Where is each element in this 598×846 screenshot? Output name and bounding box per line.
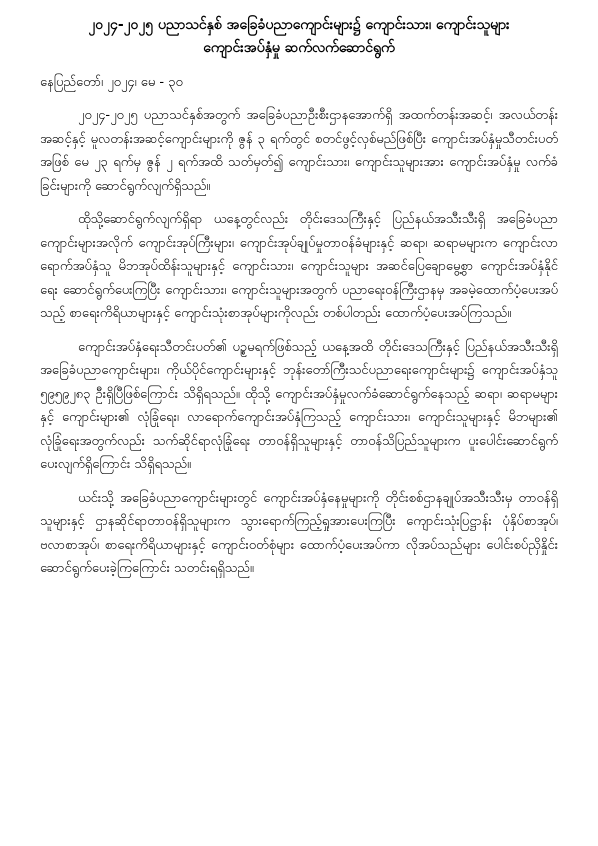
paragraph-4: ယင်းသို့ အခြေခံပညာကျောင်းများတွင် ကျောင်းအပ်နှံနေမှုများကို တိုင်းစစ်ဌာနချုပ်အသီးသီးမှ တာဝန်ရှိသူများနှင့် ဌာနဆိုင်ရာတာဝန်ရှိသူများက သွားရောက်ကြည့်ရှုအားပေးကြပြီး ကျောင်းသုံးပြဋ္ဌာန်း ပုံနှိပ်စာအုပ်၊ ဗလာစာအုပ်၊ စာရေးကိရိယာများနှင့် ကျောင်းဝတ်စုံများ ထောက်ပံ့ပေးအပ်ကာ လိုအပ်သည်များ ပေါင်းစပ်ညှိနှိုင်းဆောင်ရွက်ပေးခဲ့ကြကြောင်း သတင်းရရှိသည်။ — [40, 490, 558, 576]
title-line-1: ၂၀၂၄-၂၀၂၅ ပညာသင်နှစ် အခြေခံပညာကျောင်းများ၌ ကျောင်းသား၊ ကျောင်းသူများ — [88, 17, 510, 33]
paragraph-1: ၂၀၂၄-၂၀၂၅ ပညာသင်နှစ်အတွက် အခြေခံပညာဦးစီးဌာနအောက်ရှိ အထက်တန်းအဆင့်၊ အလယ်တန်းအဆင့်နှင့် မူလတန်းအဆင့်ကျောင်းများကို ဇွန် ၃ ရက်တွင် စတင်ဖွင့်လှစ်မည်ဖြစ်ပြီး ကျောင်းအပ်နှံမှုသီတင်းပတ်အဖြစ် မေ ၂၃ ရက်မှ ဇွန် ၂ ရက်အထိ သတ်မှတ်၍ ကျောင်းသား၊ ကျောင်းသူများအား ကျောင်းအပ်နှံမှု လက်ခံခြင်းများကို ဆောင်ရွက်လျက်ရှိသည်။ — [40, 108, 558, 194]
paragraph-3: ကျောင်းအပ်နှံရေးသီတင်းပတ်၏ ပဉ္စမရက်ဖြစ်သည့် ယနေ့အထိ တိုင်းဒေသကြီးနှင့် ပြည်နယ်အသီးသီးရှိ အခြေခံပညာကျောင်းများ၊ ကိုယ်ပိုင်ကျောင်းများနှင့် ဘုန်းတော်ကြီးသင်ပညာရေးကျောင်းများ၌ ကျောင်းအပ်နှံသူ ၅၉၅၉၂၈၃ ဦးရှိပြီဖြစ်ကြောင်း သိရှိရသည်။ ထိုသို့ ကျောင်းအပ်နှံမှုလက်ခံဆောင်ရွက်နေသည့် ဆရာ၊ ဆရာမများနှင့် ကျောင်းများ၏ လုံခြုံရေး၊ လာရောက်ကျောင်းအပ်နှံကြသည့် ကျောင်းသား၊ ကျောင်းသူများနှင့် မိဘများ၏ လုံခြုံရေးအတွက်လည်း သက်ဆိုင်ရာလုံခြုံရေး တာဝန်ရှိသူများနှင့် တာဝန်သိပြည်သူများက ပူးပေါင်းဆောင်ရွက်ပေးလျက်ရှိကြောင်း သိရှိရသည်။ — [40, 339, 558, 472]
title-line-2: ကျောင်းအပ်နှံမှု ဆက်လက်ဆောင်ရွက် — [203, 40, 395, 56]
dateline: နေပြည်တော်၊ ၂၀၂၄၊ မေ - ၃၀ — [40, 75, 183, 90]
document-title — [40, 14, 558, 60]
paragraph-2: ထိုသို့ဆောင်ရွက်လျက်ရှိရာ ယနေ့တွင်လည်း တိုင်းဒေသကြီးနှင့် ပြည်နယ်အသီးသီးရှိ အခြေခံပညာ ကျောင်းများအလိုက် ကျောင်းအုပ်ကြီးများ၊ ကျောင်းအုပ်ချုပ်မှုတာဝန်ခံများနှင့် ဆရာ၊ ဆရာမများက ကျောင်းလာရောက်အပ်နှံသူ မိဘအုပ်ထိန်းသူများနှင့် ကျောင်းသား၊ ကျောင်းသူများ အဆင်ပြေချောမွေ့စွာ ကျောင်းအပ်နှံနိုင်ရေး ဆောင်ရွက်ပေးကြပြီး ကျောင်းသား၊ ကျောင်းသူများအတွက် ပညာရေးဝန်ကြီးဌာနမှ အခမဲ့ထောက်ပံ့ပေးအပ်သည့် စာရေးကိရိယာများနှင့် ကျောင်းသုံးစာအုပ်များကိုလည်း တစ်ပါတည်း ထောက်ပံ့ပေးအပ်ကြသည်။ — [40, 212, 558, 321]
